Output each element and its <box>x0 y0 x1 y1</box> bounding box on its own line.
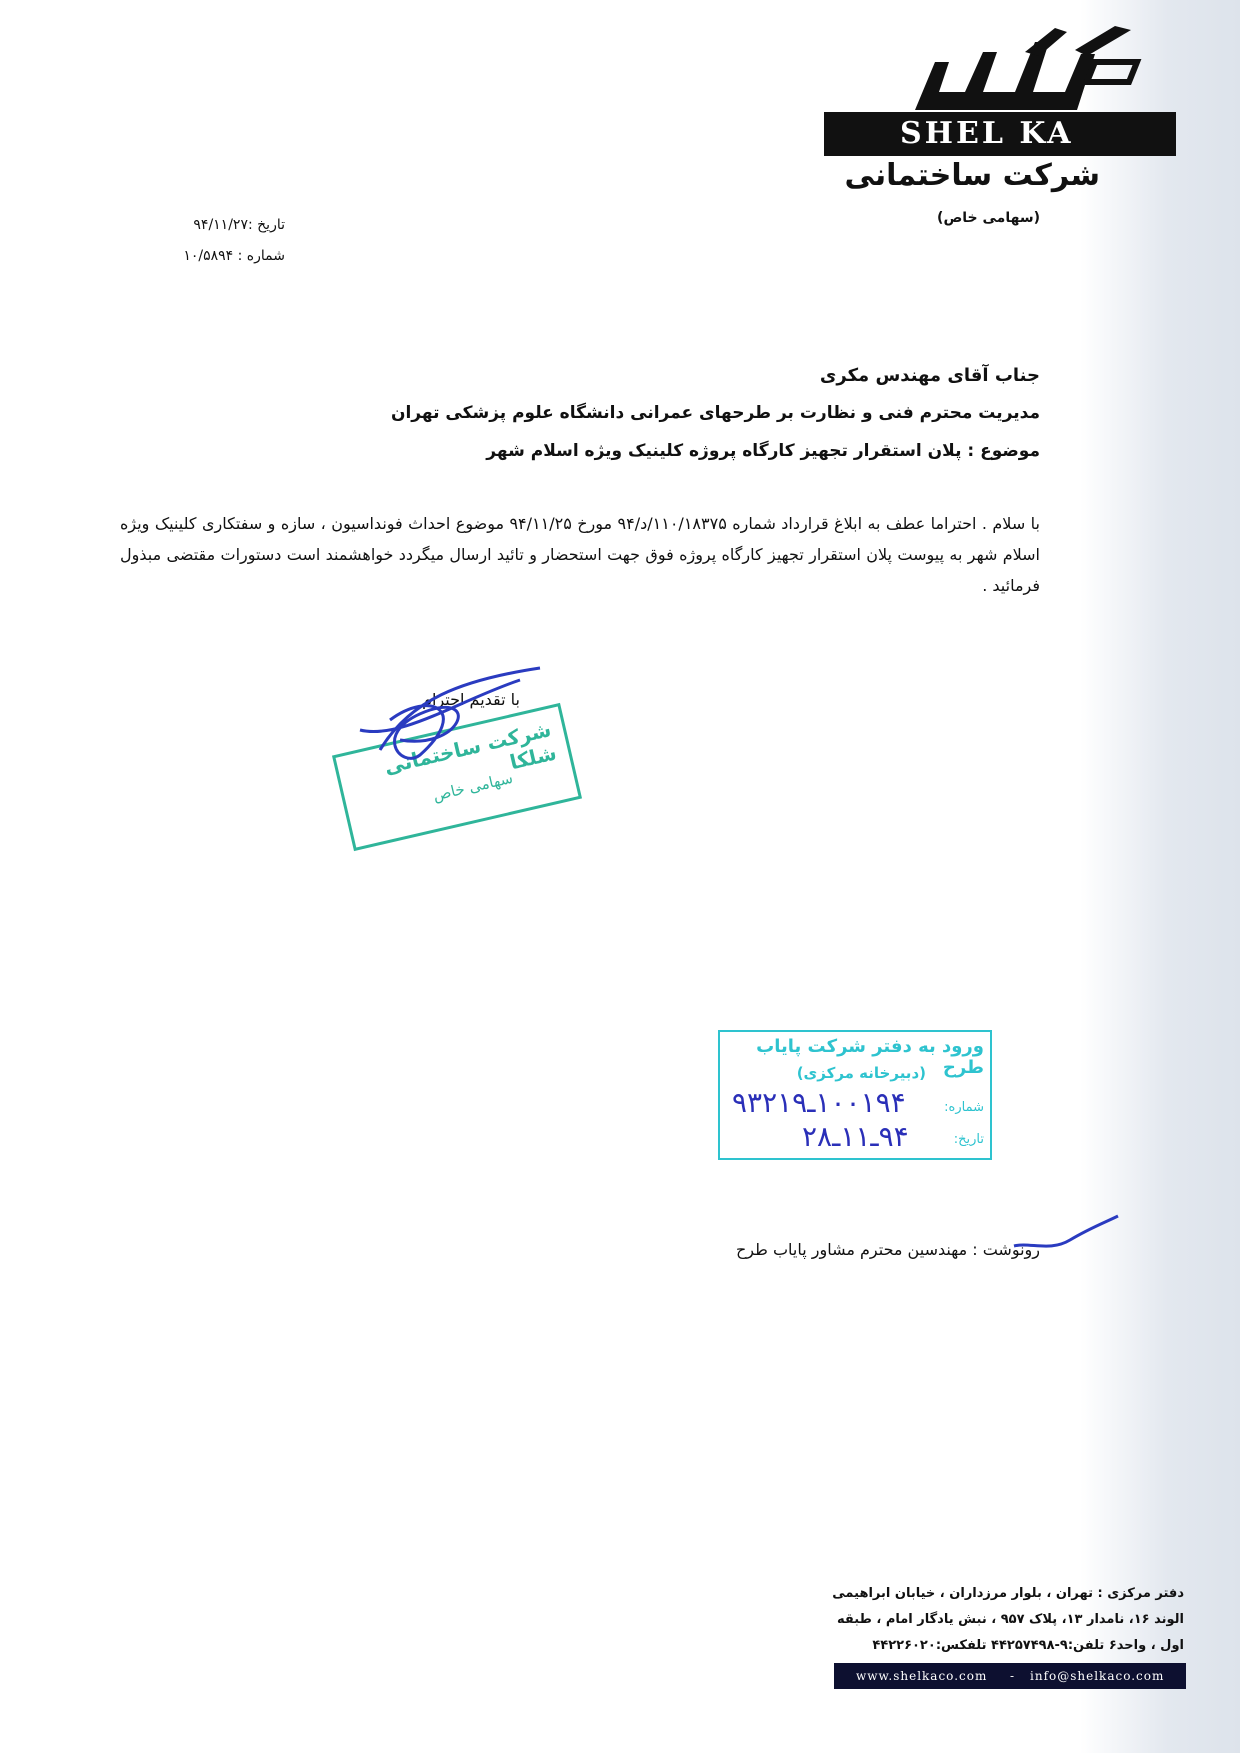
footer-website-link[interactable]: www.shelkaco.com <box>856 1669 988 1683</box>
logo-latin-text: SHEL KA <box>900 116 1074 151</box>
company-name: شرکت ساختمانی <box>844 158 1100 193</box>
receipt-stamp <box>718 1030 992 1160</box>
letter-number: شماره : ۱۰/۵۸۹۴ <box>183 248 285 264</box>
receipt-date-label: تاریخ: <box>953 1132 984 1147</box>
letter-date: تاریخ :۹۴/۱۱/۲۷ <box>193 217 285 233</box>
company-type: (سهامی خاص) <box>937 210 1040 226</box>
recipient-position: مدیریت محترم فنی و نظارت بر طرحهای عمرانی دانشگاه علوم پزشکی تهران <box>390 403 1040 423</box>
receipt-number-label: شماره: <box>944 1100 984 1115</box>
closing-phrase: با تقدیم احترام <box>422 690 520 709</box>
letter-body: با سلام . احتراما عطف به ابلاغ قرارداد شماره ۱۱۰/۱۸۳۷۵/د/۹۴ مورخ ۹۴/۱۱/۲۵ موضوع احداث فونداسیون ، سازه و سفتکاری کلینیک ویژه اسلام شهر به پیوست پلان استقرار تجهیز کارگاه پروژه فوق جهت استحضار و تائید ارسال میگردد خواهشمند است دستورات مقتضی مبذول فرمائید . <box>120 514 1041 595</box>
footer-email-link[interactable]: info@shelkaco.com <box>1030 1669 1165 1683</box>
carbon-copy: رونوشت : مهندسین محترم مشاور پایاب طرح <box>735 1240 1040 1259</box>
receipt-stamp-title: ورود به دفتر شرکت پایاب طرح <box>756 1036 984 1078</box>
footer-separator: - <box>1010 1669 1016 1683</box>
shelka-logo-icon <box>905 22 1165 120</box>
signature-icon <box>340 660 560 780</box>
receipt-date-value: ۹۴ـ۱۱ـ۲۸ <box>802 1120 909 1153</box>
stamp-company-name: شرکت ساختمانی شلکا <box>381 717 559 779</box>
salutation: جناب آقای مهندس مکری <box>819 365 1040 386</box>
subject-line: موضوع : پلان استقرار تجهیز کارگاه پروژه کلینیک ویژه اسلام شهر <box>486 441 1040 461</box>
footer-address-line-3: اول ، واحد۶ تلفن:۹-۴۴۲۵۷۴۹۸ تلفکس:۴۴۲۲۶۰۲۰ <box>872 1638 1184 1653</box>
footer-contact-bar <box>834 1663 1186 1689</box>
receipt-stamp-subtitle: (دبیرخانه مرکزی) <box>796 1064 926 1082</box>
stamp-company-type: سهامی خاص <box>431 768 515 805</box>
receipt-number-value: ۱۰۰۱۹۴ـ۹۳۲۱۹ <box>732 1086 906 1119</box>
cc-checkmark-icon <box>1010 1212 1120 1262</box>
footer-address-line-2: الوند ۱۶، نامدار ۱۳، پلاک ۹۵۷ ، نبش یادگار امام ، طبقه <box>837 1612 1184 1627</box>
footer-address-line-1: دفتر مرکزی : تهران ، بلوار مرزداران ، خیابان ابراهیمی <box>832 1586 1184 1601</box>
right-edge-shade <box>1080 0 1240 1753</box>
